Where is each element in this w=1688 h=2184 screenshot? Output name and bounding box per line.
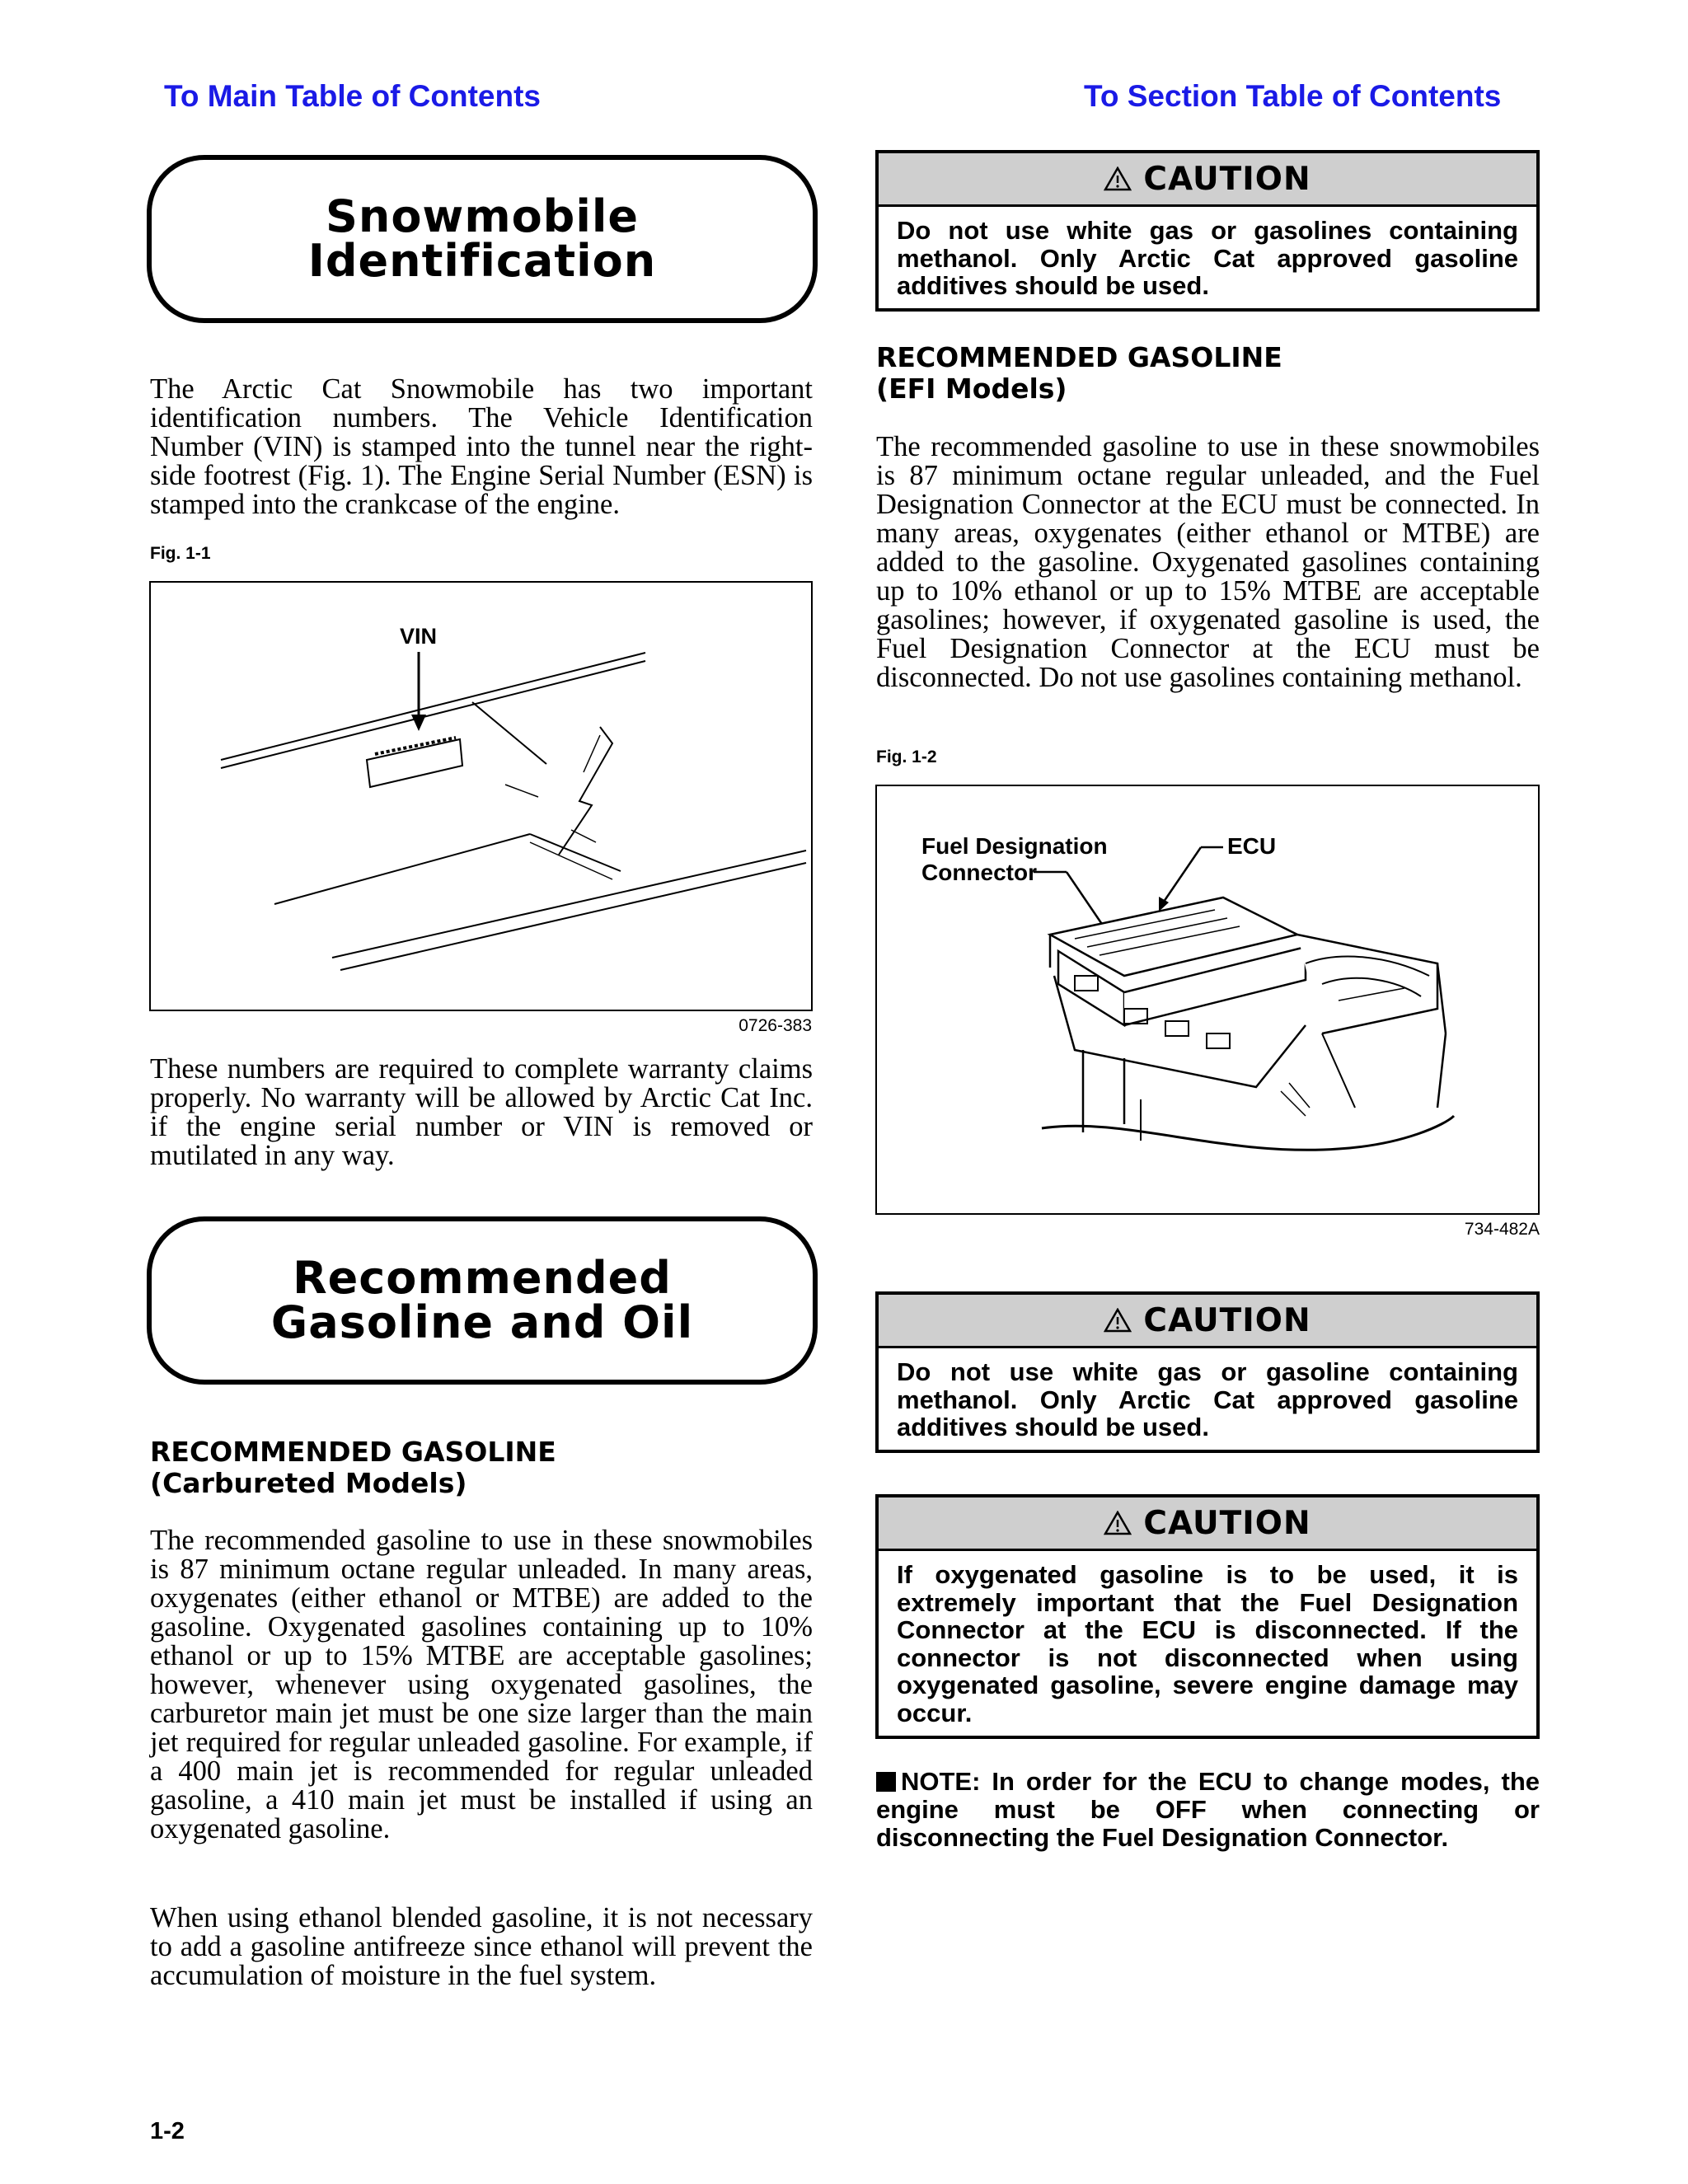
- efi-gasoline-paragraph: The recommended gasoline to use in these snowmobiles is 87 minimum octane regular unleaded, and the Fuel Designation Connector at the ECU must be connected. In many areas, oxygenates (either ethanol or MTBE) are added to the gasoline. Oxygenated gasolines containing up to 10% ethanol or up to 15% MTBE are acceptable gasolines; however, if oxygenated gasoline is used, the Fuel Designation Connector at the ECU must be disconnected. Do not use gasolines containing methanol.: [876, 431, 1540, 693]
- section-title-snowmobile-identification: [147, 155, 818, 323]
- section-title-line: Gasoline and Oil: [270, 1296, 694, 1348]
- warning-triangle-icon: [1104, 166, 1132, 191]
- caution-text: Do not use white gas or gasoline containing methanol. Only Arctic Cat approved gasoline additives should be used.: [897, 1357, 1518, 1441]
- caution-header: [879, 1497, 1536, 1551]
- carbureted-subheading: [150, 1436, 556, 1499]
- ecu-callout: ECU: [1227, 833, 1277, 859]
- caution-box-white-gas: [875, 150, 1540, 312]
- caution-header: [879, 1295, 1536, 1348]
- section-title-line: Snowmobile: [326, 190, 639, 242]
- caution-text: If oxygenated gasoline is to be used, it is extremely important that the Fuel Designation Connector at the ECU is disconnected. If the connector is not disconnected when using oxygenated gasoline, severe engine damage may occur.: [897, 1560, 1518, 1727]
- identification-paragraph: The Arctic Cat Snowmobile has two important identification numbers. The Vehicle Identification Number (VIN) is stamped into the tunnel near the right-side footrest (Fig. 1). The Engine Serial Number (ESN) is stamped into the crankcase of the engine.: [150, 373, 813, 520]
- ecu-figure: [875, 785, 1540, 1215]
- section-title-line: Recommended: [293, 1252, 672, 1304]
- vin-figure: [149, 581, 813, 1011]
- carbureted-gasoline-paragraph: The recommended gasoline to use in these snowmobiles is 87 minimum octane regular unleaded. In many areas, oxygenates (either ethanol or MTBE) are added to the gasoline. Oxygenated gasolines containing up to 10% ethanol or up to 15% MTBE are acceptable gasolines; however, whenever using oxygenated gasolines, the carburetor main jet must be one size larger than the main jet required for regular unleaded gasoline. For example, if a 400 main jet is recommended for regular unleaded gasoline, a 410 main jet must be installed if using an oxygenated gasoline.: [150, 1525, 813, 1844]
- figure-code: 0726-383: [738, 1016, 812, 1035]
- subheading-line: (Carbureted Models): [150, 1467, 467, 1499]
- caution-box-white-gas-2: [875, 1291, 1540, 1453]
- main-toc-link[interactable]: To Main Table of Contents: [164, 79, 541, 113]
- subheading-line: (EFI Models): [876, 373, 1067, 405]
- caution-title: CAUTION: [1143, 160, 1311, 198]
- note-text: NOTE: In order for the ECU to change modes, the engine must be OFF when connecting or disconnecting the Fuel Designation Connector.: [876, 1767, 1540, 1852]
- caution-header: [879, 153, 1536, 207]
- efi-subheading: [876, 342, 1282, 405]
- section-toc-link[interactable]: To Section Table of Contents: [1084, 79, 1502, 113]
- caution-title: CAUTION: [1143, 1301, 1311, 1339]
- tunnel-vin-illustration: [151, 583, 811, 1010]
- ethanol-paragraph: When using ethanol blended gasoline, it is not necessary to add a gasoline antifreeze since ethanol will prevent the accumulation of moisture in the fuel system.: [150, 1902, 813, 1991]
- subheading-line: RECOMMENDED GASOLINE: [150, 1436, 556, 1468]
- vin-callout: VIN: [400, 624, 438, 649]
- ecu-connector-illustration: [877, 786, 1538, 1213]
- caution-title: CAUTION: [1143, 1504, 1311, 1542]
- figure-label: Fig. 1-2: [876, 748, 937, 766]
- subheading-line: RECOMMENDED GASOLINE: [876, 341, 1282, 373]
- section-title-line: Identification: [307, 235, 657, 287]
- figure-label: Fig. 1-1: [150, 544, 211, 563]
- figure-code: 734-482A: [1464, 1220, 1540, 1239]
- caution-box-oxygenated: [875, 1494, 1540, 1739]
- fuel-designation-callout: Fuel Designation: [921, 833, 1108, 859]
- caution-text: Do not use white gas or gasolines containing methanol. Only Arctic Cat approved gasoline additives should be used.: [897, 216, 1518, 300]
- page-number: 1-2: [150, 2118, 185, 2144]
- warning-triangle-icon: [1104, 1511, 1132, 1535]
- warning-triangle-icon: [1104, 1308, 1132, 1333]
- section-title-recommended-gasoline: [147, 1216, 818, 1385]
- warranty-paragraph: These numbers are required to complete warranty claims properly. No warranty will be allowed by Arctic Cat Inc. if the engine serial number or VIN is removed or mutilated in any way.: [150, 1053, 813, 1171]
- connector-callout: Connector: [921, 860, 1037, 885]
